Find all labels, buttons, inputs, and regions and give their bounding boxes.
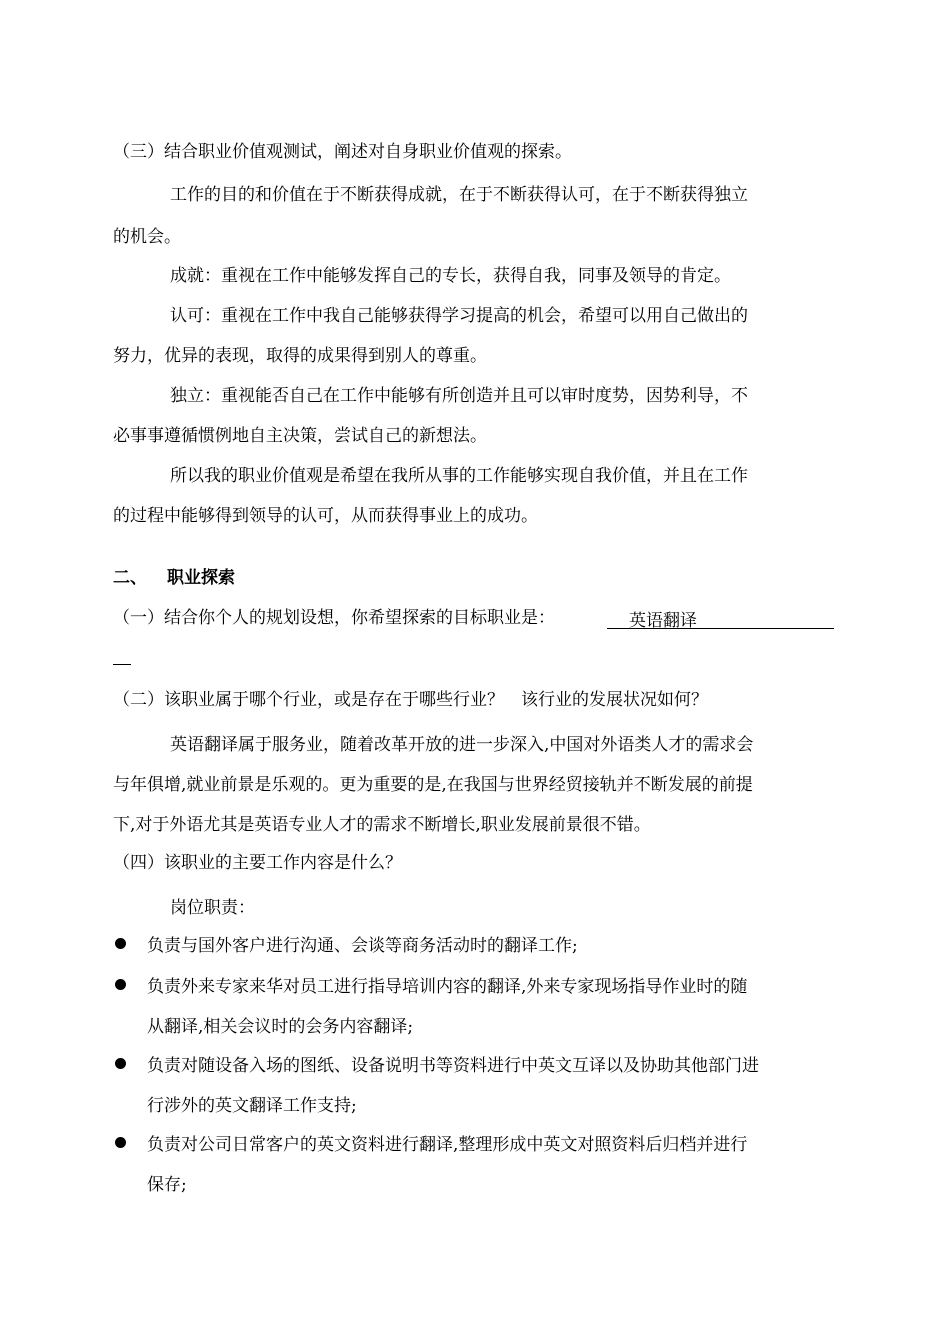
paragraph-independence-cont: 必事事遵循惯例地自主决策，尝试自己的新想法。 (113, 426, 487, 446)
blank-continuation-line (113, 664, 131, 665)
paragraph-conclusion: 所以我的职业价值观是希望在我所从事的工作能够实现自我价值，并且在工作 (170, 466, 748, 486)
section-3-title: （三）结合职业价值观测试，阐述对自身职业价值观的探索。 (113, 142, 572, 162)
bullet-icon (115, 1058, 126, 1069)
duty-item-2-cont: 从翻译,相关会议时的会务内容翻译; (147, 1017, 414, 1037)
question-1-label: （一）结合你个人的规划设想，你希望探索的目标职业是： (113, 608, 555, 628)
duty-item-4-cont: 保存; (147, 1175, 187, 1195)
industry-paragraph-cont-2: 下,对于外语尤其是英语专业人才的需求不断增长,职业发展前景很不错。 (113, 815, 651, 835)
duty-item-4: 负责对公司日常客户的英文资料进行翻译,整理形成中英文对照资料后归档并进行 (147, 1135, 748, 1155)
industry-paragraph: 英语翻译属于服务业，随着改革开放的进一步深入,中国对外语类人才的需求会 (170, 735, 754, 755)
paragraph-conclusion-cont: 的过程中能够得到领导的认可，从而获得事业上的成功。 (113, 506, 538, 526)
duty-item-2: 负责外来专家来华对员工进行指导培训内容的翻译,外来专家现场指导作业时的随 (147, 977, 748, 997)
question-4: （四）该职业的主要工作内容是什么？ (113, 853, 402, 873)
paragraph-purpose-cont: 的机会。 (113, 227, 181, 247)
answer-blank (607, 604, 834, 629)
duty-item-3-cont: 行涉外的英文翻译工作支持; (147, 1096, 357, 1116)
industry-paragraph-cont-1: 与年俱增,就业前景是乐观的。更为重要的是,在我国与世界经贸接轨并不断发展的前提 (113, 775, 753, 795)
paragraph-recognition-cont: 努力，优异的表现，取得的成果得到别人的尊重。 (113, 346, 487, 366)
duty-item-3: 负责对随设备入场的图纸、设备说明书等资料进行中英文互译以及协助其他部门进 (147, 1056, 759, 1076)
part-2-number: 二、 (113, 568, 147, 588)
part-2-heading (113, 566, 235, 590)
paragraph-recognition: 认可：重视在工作中我自己能够获得学习提高的机会，希望可以用自己做出的 (170, 306, 748, 326)
paragraph-independence: 独立：重视能否自己在工作中能够有所创造并且可以审时度势，因势利导，不 (170, 386, 748, 406)
part-2-title: 职业探索 (167, 568, 235, 588)
bullet-icon (115, 1137, 126, 1148)
paragraph-achievement: 成就：重视在工作中能够发挥自己的专长，获得自我，同事及领导的肯定。 (170, 266, 731, 286)
bullet-icon (115, 938, 126, 949)
paragraph-purpose: 工作的目的和价值在于不断获得成就，在于不断获得认可，在于不断获得独立 (170, 185, 748, 205)
duties-label: 岗位职责： (170, 898, 255, 918)
duty-item-1: 负责与国外客户进行沟通、会谈等商务活动时的翻译工作; (147, 936, 578, 956)
bullet-icon (115, 979, 126, 990)
question-2: （二）该职业属于哪个行业，或是存在于哪些行业？ 该行业的发展状况如何？ (113, 690, 708, 710)
target-career-answer: 英语翻译 (629, 611, 697, 631)
